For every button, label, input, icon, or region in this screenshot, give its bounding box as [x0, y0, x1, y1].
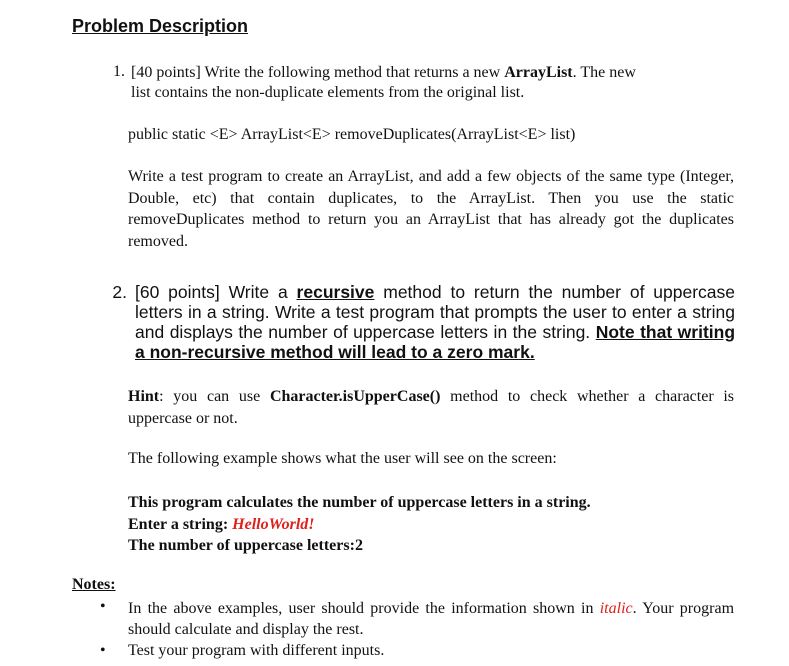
example-output: [128, 492, 591, 557]
q2-hint-method: Character.isUpperCase(): [269, 388, 441, 405]
q2-hint-text2: method to check whether a character is uppercase or not.: [128, 388, 735, 427]
q1-line1: [40 points] Write the following method that returns a new: [131, 64, 501, 81]
output-user-input: HelloWorld!: [232, 515, 315, 533]
output-line-1: This program calculates the number of uppercase letters in a string.: [128, 494, 591, 511]
q1-signature: public static <E> ArrayList<E> removeDuplicates(ArrayList<E> list): [128, 126, 576, 143]
q2-part2: method to return the number of uppercase letters in a string. Write a test program that prompts the user to enter a string and displays the number of uppercase letters in the string.: [135, 282, 735, 342]
notes-item-1-text: In the above examples, user should provide the information shown in: [128, 600, 594, 617]
q2-number: 2.: [112, 282, 127, 302]
notes-item-1-end: . Your program should calculate and display the rest.: [128, 600, 735, 638]
q2-note: Note that writing a non-recursive method will lead to a zero mark.: [135, 322, 736, 362]
q2-hint: [128, 386, 734, 429]
notes-item-1-italic: italic: [599, 600, 633, 617]
bullet-icon: •: [100, 598, 106, 615]
q1-line1-end: . The new: [572, 64, 636, 81]
page-title: Problem Description: [72, 16, 249, 36]
output-line-2: [128, 514, 591, 536]
q2-hint-text1: : you can use: [159, 388, 261, 405]
bullet-icon: •: [100, 642, 106, 659]
q1-number: 1.: [113, 63, 125, 80]
output-prompt: Enter a string:: [128, 515, 229, 533]
q2-hint-label: Hint: [128, 388, 160, 405]
q1-arraylist: ArrayList: [504, 64, 573, 81]
q2-statement: [135, 282, 735, 362]
notes-item-2: Test your program with different inputs.: [128, 642, 385, 659]
q1-statement: [131, 62, 735, 84]
q2-example-intro: The following example shows what the user will see on the screen:: [128, 450, 557, 467]
notes-label: Notes:: [72, 576, 116, 593]
notes-item-1: [128, 598, 734, 640]
output-line-3: The number of uppercase letters:2: [128, 537, 363, 554]
q2-part1: [60 points] Write a: [135, 282, 288, 302]
q1-line2: list contains the non-duplicate elements from the original list.: [131, 84, 525, 101]
q2-recursive: recursive: [296, 282, 375, 302]
q1-description: Write a test program to create an ArrayList, and add a few objects of the same type (Integer, Double, etc) that contain duplicates, to the ArrayList. Then you use the static removeDuplicates method to return you an ArrayList that has already got the duplicates removed.: [128, 168, 734, 250]
